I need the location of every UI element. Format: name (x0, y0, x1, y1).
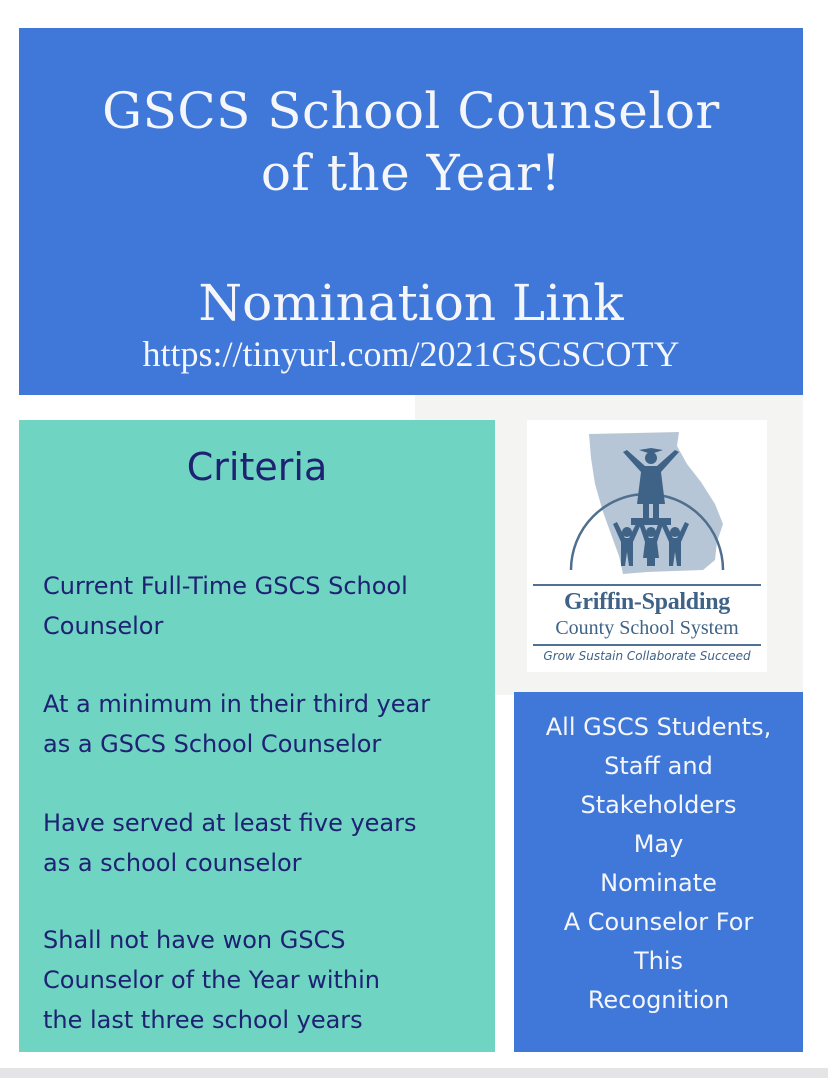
georgia-figures-emblem-icon (527, 420, 767, 590)
nominate-line: May (633, 830, 684, 858)
page-bottom-edge (0, 1068, 828, 1078)
criteria-item (43, 803, 488, 883)
logo-name: Griffin-Spalding (564, 589, 730, 615)
nominate-line: Nominate (600, 869, 717, 897)
header-panel (19, 28, 803, 395)
criteria-line: Counselor (43, 612, 164, 640)
criteria-item (43, 566, 488, 646)
criteria-heading: Criteria (186, 445, 328, 489)
logo-rule (533, 584, 761, 586)
logo-rule (533, 644, 761, 646)
nominate-line: A Counselor For (563, 908, 754, 936)
nominate-line: All GSCS Students, (545, 713, 772, 741)
logo-tagline: Grow Sustain Collaborate Succeed (543, 649, 751, 663)
criteria-line: as a GSCS School Counselor (43, 730, 382, 758)
criteria-line: Current Full-Time GSCS School (43, 572, 408, 600)
criteria-line: as a school counselor (43, 849, 302, 877)
nominate-line: Recognition (587, 986, 730, 1014)
criteria-line: Have served at least five years (43, 809, 417, 837)
nominate-line: Stakeholders (580, 791, 737, 819)
criteria-line: Counselor of the Year within (43, 966, 380, 994)
nomination-label: Nomination Link (198, 274, 624, 332)
criteria-line: At a minimum in their third year (43, 690, 431, 718)
title-line: of the Year! (260, 144, 562, 202)
district-logo (527, 420, 767, 672)
nominate-panel (514, 692, 803, 1052)
criteria-line: Shall not have won GSCS (43, 926, 346, 954)
criteria-line: the last three school years (43, 1006, 363, 1034)
flyer-title (19, 80, 803, 204)
nominate-line: Staff and (604, 752, 713, 780)
criteria-panel (19, 420, 495, 1052)
nominate-line: This (633, 947, 684, 975)
criteria-item (43, 920, 488, 1040)
title-line: GSCS School Counselor (102, 82, 720, 140)
nominate-message (514, 708, 803, 1020)
logo-subtitle: County School System (555, 617, 739, 639)
nomination-url: https://tinyurl.com/2021GSCSCOTY (142, 334, 680, 374)
criteria-item (43, 684, 488, 764)
